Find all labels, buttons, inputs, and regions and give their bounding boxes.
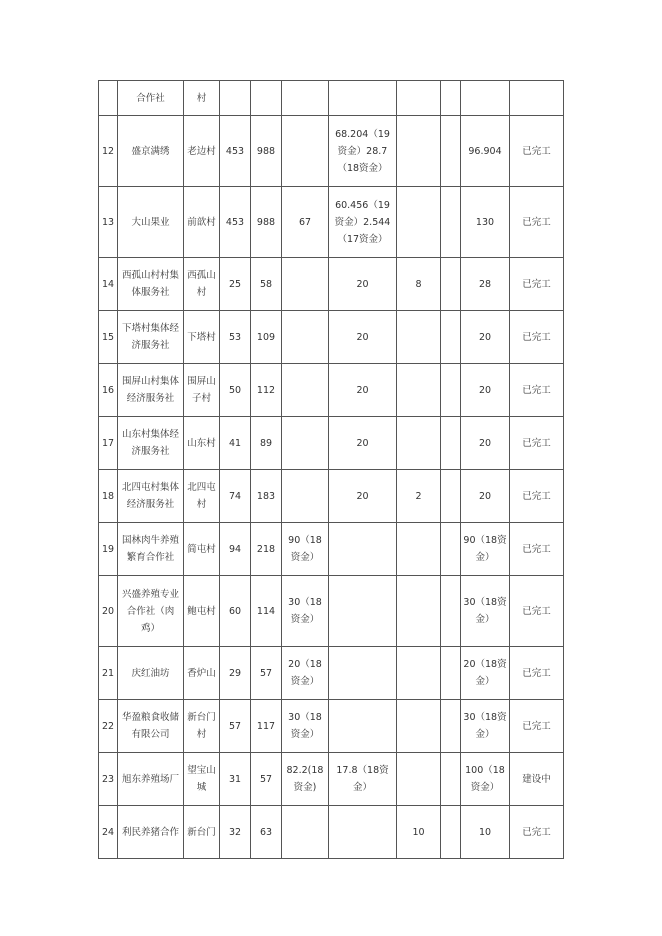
fund-c-cell	[397, 187, 441, 258]
fund-b-cell	[329, 647, 397, 700]
enterprise-name-cell: 围屏山村集体经济服务社	[118, 364, 184, 417]
status-text-cell: 已完工	[510, 258, 564, 311]
row-number-cell: 12	[99, 116, 118, 187]
total-fund-cell: 10	[461, 806, 510, 859]
people-cell: 58	[251, 258, 282, 311]
status-text-cell: 已完工	[510, 647, 564, 700]
fund-c-cell	[397, 647, 441, 700]
fund-d-cell	[441, 806, 461, 859]
row-number-cell: 16	[99, 364, 118, 417]
people-cell: 63	[251, 806, 282, 859]
enterprise-name-cell: 山东村集体经济服务社	[118, 417, 184, 470]
status-text-cell: 已完工	[510, 364, 564, 417]
enterprise-name-cell: 下塔村集体经济服务社	[118, 311, 184, 364]
households-cell: 60	[220, 576, 251, 647]
table-row	[99, 647, 564, 700]
people-cell: 57	[251, 647, 282, 700]
village-name-cell: 下塔村	[184, 311, 220, 364]
row-number-cell: 21	[99, 647, 118, 700]
enterprise-name-cell: 合作社	[118, 81, 184, 116]
fund-b-cell: 60.456（19资金）2.544（17资金）	[329, 187, 397, 258]
project-table	[98, 80, 564, 859]
fund-c-cell	[397, 81, 441, 116]
people-cell	[251, 81, 282, 116]
fund-d-cell	[441, 470, 461, 523]
total-fund-cell: 20	[461, 417, 510, 470]
enterprise-name-cell: 旭东养殖场厂	[118, 753, 184, 806]
total-fund-cell: 96.904	[461, 116, 510, 187]
village-name-cell: 望宝山城	[184, 753, 220, 806]
table-row	[99, 753, 564, 806]
households-cell: 25	[220, 258, 251, 311]
fund-b-cell: 68.204（19资金）28.7（18资金）	[329, 116, 397, 187]
row-number-cell: 14	[99, 258, 118, 311]
total-fund-cell	[461, 81, 510, 116]
fund-d-cell	[441, 700, 461, 753]
fund-d-cell	[441, 647, 461, 700]
village-name-cell: 山东村	[184, 417, 220, 470]
households-cell: 74	[220, 470, 251, 523]
total-fund-cell: 20	[461, 311, 510, 364]
table-row	[99, 417, 564, 470]
fund-a-cell	[282, 258, 329, 311]
row-number-cell: 19	[99, 523, 118, 576]
total-fund-cell: 30（18资金）	[461, 700, 510, 753]
fund-c-cell	[397, 417, 441, 470]
fund-a-cell: 30（18资金）	[282, 576, 329, 647]
village-name-cell: 新台门	[184, 806, 220, 859]
fund-d-cell	[441, 523, 461, 576]
table-row	[99, 258, 564, 311]
people-cell: 988	[251, 187, 282, 258]
fund-b-cell	[329, 806, 397, 859]
enterprise-name-cell: 华盈粮食收储有限公司	[118, 700, 184, 753]
enterprise-name-cell: 大山果业	[118, 187, 184, 258]
households-cell: 453	[220, 187, 251, 258]
fund-b-cell	[329, 576, 397, 647]
row-number-cell	[99, 81, 118, 116]
status-text-cell: 已完工	[510, 700, 564, 753]
fund-b-cell: 20	[329, 470, 397, 523]
fund-d-cell	[441, 116, 461, 187]
enterprise-name-cell: 庆红油坊	[118, 647, 184, 700]
row-number-cell: 13	[99, 187, 118, 258]
fund-c-cell: 8	[397, 258, 441, 311]
fund-b-cell: 20	[329, 417, 397, 470]
status-text-cell: 已完工	[510, 187, 564, 258]
fund-a-cell	[282, 806, 329, 859]
village-name-cell: 前歆村	[184, 187, 220, 258]
village-name-cell: 新台门村	[184, 700, 220, 753]
fund-a-cell: 90（18资金）	[282, 523, 329, 576]
fund-a-cell: 82.2(18资金)	[282, 753, 329, 806]
status-text-cell: 已完工	[510, 576, 564, 647]
status-text-cell: 已完工	[510, 523, 564, 576]
enterprise-name-cell: 盛京满绣	[118, 116, 184, 187]
fund-a-cell: 30（18资金）	[282, 700, 329, 753]
village-name-cell: 围屏山子村	[184, 364, 220, 417]
village-name-cell: 西孤山村	[184, 258, 220, 311]
status-text-cell: 已完工	[510, 116, 564, 187]
table-row	[99, 806, 564, 859]
total-fund-cell: 30（18资金）	[461, 576, 510, 647]
total-fund-cell: 20	[461, 470, 510, 523]
status-text-cell: 已完工	[510, 470, 564, 523]
fund-d-cell	[441, 258, 461, 311]
row-number-cell: 17	[99, 417, 118, 470]
fund-d-cell	[441, 753, 461, 806]
row-number-cell: 18	[99, 470, 118, 523]
fund-b-cell	[329, 81, 397, 116]
enterprise-name-cell: 北四屯村集体经济服务社	[118, 470, 184, 523]
table-row	[99, 364, 564, 417]
fund-b-cell: 20	[329, 364, 397, 417]
fund-c-cell: 2	[397, 470, 441, 523]
fund-c-cell	[397, 753, 441, 806]
row-number-cell: 15	[99, 311, 118, 364]
fund-a-cell	[282, 417, 329, 470]
fund-b-cell	[329, 700, 397, 753]
total-fund-cell: 130	[461, 187, 510, 258]
fund-a-cell	[282, 470, 329, 523]
people-cell: 112	[251, 364, 282, 417]
village-name-cell: 老边村	[184, 116, 220, 187]
village-name-cell: 香炉山	[184, 647, 220, 700]
fund-b-cell: 17.8（18资金）	[329, 753, 397, 806]
table-row	[99, 470, 564, 523]
people-cell: 117	[251, 700, 282, 753]
fund-a-cell: 67	[282, 187, 329, 258]
table-row	[99, 187, 564, 258]
fund-a-cell: 20（18资金）	[282, 647, 329, 700]
enterprise-name-cell: 利民养猪合作	[118, 806, 184, 859]
fund-b-cell	[329, 523, 397, 576]
fund-b-cell: 20	[329, 311, 397, 364]
table-row	[99, 81, 564, 116]
table-row	[99, 116, 564, 187]
fund-a-cell	[282, 311, 329, 364]
table-row	[99, 576, 564, 647]
people-cell: 57	[251, 753, 282, 806]
enterprise-name-cell: 兴盛养殖专业合作社（肉鸡）	[118, 576, 184, 647]
fund-a-cell	[282, 116, 329, 187]
enterprise-name-cell: 国林肉牛养殖繁育合作社	[118, 523, 184, 576]
table-row	[99, 311, 564, 364]
village-name-cell: 北四屯村	[184, 470, 220, 523]
fund-a-cell	[282, 364, 329, 417]
row-number-cell: 23	[99, 753, 118, 806]
table-row	[99, 523, 564, 576]
fund-c-cell	[397, 311, 441, 364]
households-cell: 50	[220, 364, 251, 417]
people-cell: 988	[251, 116, 282, 187]
fund-c-cell: 10	[397, 806, 441, 859]
status-text-cell: 建设中	[510, 753, 564, 806]
total-fund-cell: 20	[461, 364, 510, 417]
status-text-cell	[510, 81, 564, 116]
people-cell: 183	[251, 470, 282, 523]
households-cell	[220, 81, 251, 116]
fund-d-cell	[441, 576, 461, 647]
fund-d-cell	[441, 311, 461, 364]
fund-d-cell	[441, 364, 461, 417]
fund-a-cell	[282, 81, 329, 116]
people-cell: 114	[251, 576, 282, 647]
village-name-cell: 简屯村	[184, 523, 220, 576]
village-name-cell: 村	[184, 81, 220, 116]
row-number-cell: 24	[99, 806, 118, 859]
fund-c-cell	[397, 576, 441, 647]
households-cell: 453	[220, 116, 251, 187]
households-cell: 94	[220, 523, 251, 576]
row-number-cell: 20	[99, 576, 118, 647]
fund-c-cell	[397, 116, 441, 187]
fund-c-cell	[397, 523, 441, 576]
total-fund-cell: 20（18资金）	[461, 647, 510, 700]
households-cell: 29	[220, 647, 251, 700]
status-text-cell: 已完工	[510, 417, 564, 470]
fund-d-cell	[441, 187, 461, 258]
people-cell: 109	[251, 311, 282, 364]
households-cell: 32	[220, 806, 251, 859]
enterprise-name-cell: 西孤山村村集体服务社	[118, 258, 184, 311]
total-fund-cell: 28	[461, 258, 510, 311]
households-cell: 31	[220, 753, 251, 806]
fund-b-cell: 20	[329, 258, 397, 311]
row-number-cell: 22	[99, 700, 118, 753]
fund-c-cell	[397, 700, 441, 753]
fund-d-cell	[441, 417, 461, 470]
fund-d-cell	[441, 81, 461, 116]
people-cell: 218	[251, 523, 282, 576]
households-cell: 57	[220, 700, 251, 753]
people-cell: 89	[251, 417, 282, 470]
total-fund-cell: 90（18资金）	[461, 523, 510, 576]
status-text-cell: 已完工	[510, 806, 564, 859]
village-name-cell: 鲍屯村	[184, 576, 220, 647]
fund-c-cell	[397, 364, 441, 417]
status-text-cell: 已完工	[510, 311, 564, 364]
total-fund-cell: 100（18资金）	[461, 753, 510, 806]
households-cell: 41	[220, 417, 251, 470]
households-cell: 53	[220, 311, 251, 364]
table-row	[99, 700, 564, 753]
